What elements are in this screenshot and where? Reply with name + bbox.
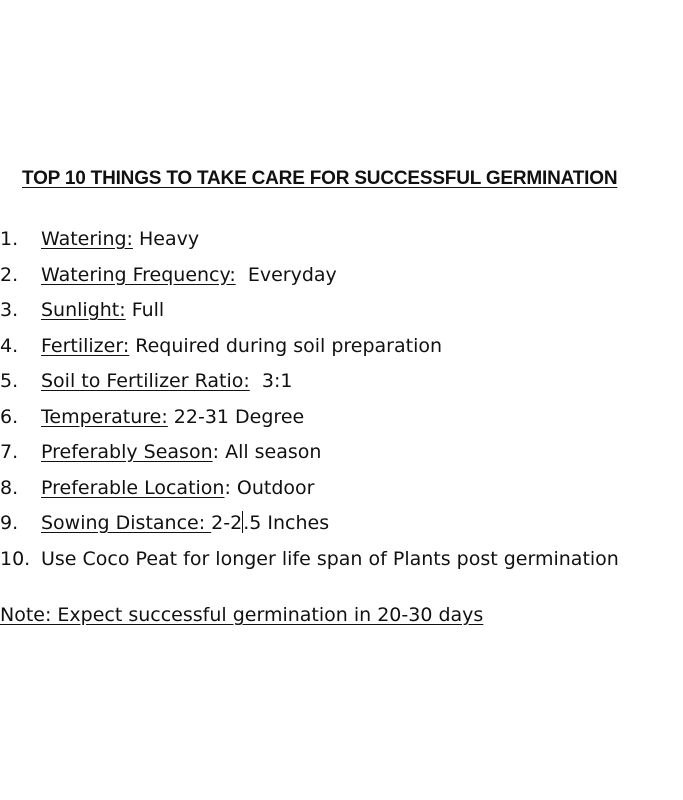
list-number: 3. [0,299,19,321]
list-content [41,403,304,431]
list-content [41,367,292,395]
care-list [0,225,683,580]
list-item [0,332,683,368]
note-text: Note: Expect successful germination in 20-30 days [0,604,484,626]
list-content [41,261,337,289]
list-number: 4. [0,334,19,357]
list-item [0,438,683,474]
list-item [0,367,683,403]
list-number: 7. [0,441,19,463]
item-value: Heavy [132,228,200,250]
item-value: Full [125,299,165,321]
item-value: 22-31 Degree [167,405,305,428]
list-number: 2. [0,263,19,286]
item-value: Use Coco Peat for longer life span of Plants post germination [41,547,619,570]
list-number: 9. [0,512,19,534]
list-content [41,545,619,573]
list-item [0,509,683,545]
item-label: Watering Frequency: [41,263,236,286]
item-label: Sunlight: [41,299,126,321]
item-value: Everyday [235,263,337,286]
list-content [41,332,442,360]
list-item [0,403,683,439]
list-content [41,438,321,466]
list-item [0,545,683,581]
item-label: Preferably Season [41,441,213,463]
list-number: 1. [0,228,19,250]
list-number: 8. [0,476,19,499]
item-label: Temperature: [41,405,168,428]
item-label: Soil to Fertilizer Ratio: [41,370,250,392]
item-value: : Outdoor [224,476,315,499]
document-title: TOP 10 THINGS TO TAKE CARE FOR SUCCESSFUL GERMINATION [22,168,618,189]
list-item [0,296,683,332]
list-content [41,296,164,324]
item-label: Fertilizer: [41,334,130,357]
list-content [41,509,329,537]
list-item [0,261,683,297]
list-item [0,225,683,261]
item-label: Sowing Distance: [41,512,212,534]
item-value: Required during soil preparation [129,334,443,357]
item-value: : All season [212,441,322,463]
list-item [0,474,683,510]
item-value-start: 2-2 [211,512,243,534]
list-content [41,225,199,253]
list-number: 6. [0,405,19,428]
list-number: 5. [0,370,19,392]
item-label: Watering: [41,228,133,250]
list-number: 10. [0,547,31,570]
list-content [41,474,314,502]
item-value: 3:1 [249,370,293,392]
item-value-end: .5 Inches [243,512,330,534]
item-label: Preferable Location [41,476,225,499]
